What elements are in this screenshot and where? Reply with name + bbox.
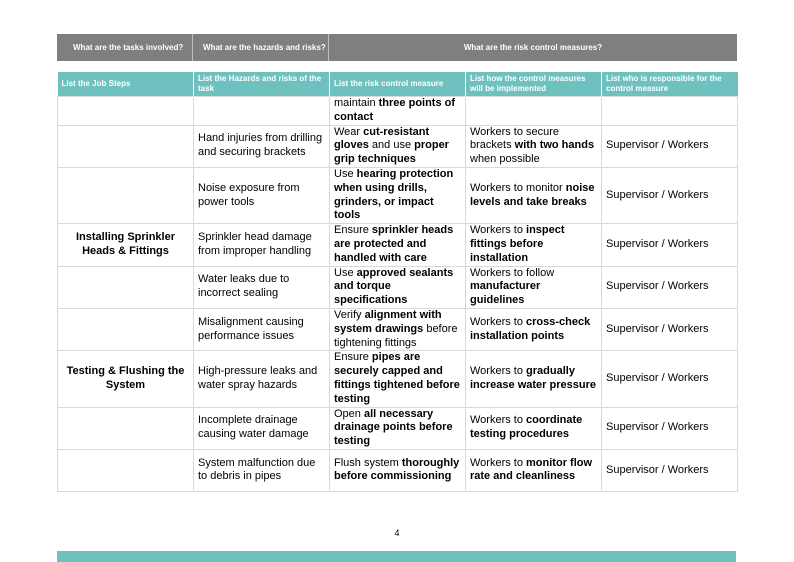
responsible-cell [602, 97, 738, 126]
implementation-cell [466, 125, 602, 167]
column-header-row [58, 72, 738, 97]
hazard-cell: Misalignment causing performance issues [194, 308, 330, 350]
implementation-cell [466, 308, 602, 350]
hazard-cell: High-pressure leaks and water spray hazards [194, 351, 330, 407]
job-step-cell [58, 407, 194, 449]
job-step-cell [58, 125, 194, 167]
job-step-cell [58, 167, 194, 223]
text: before tightening fittings [334, 322, 458, 349]
job-step-cell [58, 97, 194, 126]
col-implementation: List how the control measures will be implemented [466, 72, 602, 97]
job-step-cell: Testing & Flushing the System [58, 351, 194, 407]
bold-text: three points of contact [334, 97, 456, 123]
text: Open [334, 407, 364, 420]
hazard-cell: Noise exposure from power tools [194, 167, 330, 223]
footer-bar [57, 551, 736, 562]
bold-text: approved sealants and torque specifications [334, 266, 454, 307]
text: and use [368, 139, 415, 152]
bold-text: all necessary drainage points before testing [334, 407, 453, 448]
bold-text: coordinate testing procedures [470, 414, 583, 441]
bold-text: proper grip techniques [334, 139, 449, 166]
control-cell [330, 266, 466, 308]
controls-header: What are the risk control measures? [463, 43, 603, 52]
responsible-cell: Supervisor / Workers [602, 308, 738, 350]
text: Workers to follow [470, 266, 555, 279]
bold-text: alignment with system drawings [334, 308, 442, 335]
section-header-bar [57, 34, 737, 61]
responsible-cell: Supervisor / Workers [602, 266, 738, 308]
control-cell [330, 351, 466, 407]
responsible-cell: Supervisor / Workers [602, 351, 738, 407]
table-row [58, 167, 738, 223]
implementation-cell [466, 224, 602, 266]
hazard-cell [194, 97, 330, 126]
table-row [58, 407, 738, 449]
text: Workers to [470, 414, 527, 427]
bold-text: with two hands [514, 139, 595, 152]
responsible-cell: Supervisor / Workers [602, 449, 738, 491]
bold-text: monitor flow rate and cleanliness [470, 456, 593, 483]
table-row [58, 308, 738, 350]
control-cell [330, 308, 466, 350]
control-cell [330, 449, 466, 491]
col-control: List the risk control measure [330, 72, 466, 97]
hazard-cell: System malfunction due to debris in pipes [194, 449, 330, 491]
text: Ensure [334, 351, 372, 364]
text: Verify [334, 308, 365, 321]
control-cell [330, 407, 466, 449]
bold-text: gradually increase water pressure [470, 365, 596, 391]
responsible-cell: Supervisor / Workers [602, 125, 738, 167]
bold-text: sprinkler heads are protected and handled with care [334, 224, 454, 264]
bold-text: cut-resistant gloves [334, 125, 430, 152]
implementation-cell [466, 167, 602, 223]
control-cell [330, 97, 466, 126]
hazard-cell: Sprinkler head damage from improper handling [194, 224, 330, 266]
col-job-steps: List the Job Steps [58, 72, 194, 97]
control-cell [330, 167, 466, 223]
implementation-cell [466, 449, 602, 491]
page-number: 4 [394, 528, 400, 538]
bold-text: inspect fittings before installation [470, 224, 565, 264]
text: Workers to [470, 456, 527, 469]
text: when possible [470, 153, 540, 166]
table-row [58, 97, 738, 126]
job-step-cell: Installing Sprinkler Heads & Fittings [58, 224, 194, 266]
text: Flush system [334, 456, 402, 469]
text: Workers to [470, 224, 527, 237]
responsible-cell: Supervisor / Workers [602, 224, 738, 266]
table-row [58, 125, 738, 167]
hazard-cell: Incomplete drainage causing water damage [194, 407, 330, 449]
text: Workers to [470, 365, 527, 378]
bold-text: hearing protection when using drills, grinders, or impact tools [334, 167, 454, 222]
implementation-cell [466, 407, 602, 449]
implementation-cell [466, 266, 602, 308]
col-hazards: List the Hazards and risks of the task [194, 72, 330, 97]
bold-text: pipes are securely capped and fittings tightened before testing [334, 351, 460, 405]
hazard-cell: Hand injuries from drilling and securing brackets [194, 125, 330, 167]
implementation-cell [466, 97, 602, 126]
text: maintain [334, 97, 379, 109]
bold-text: manufacturer guidelines [470, 280, 541, 307]
responsible-cell: Supervisor / Workers [602, 167, 738, 223]
table-row [58, 224, 738, 266]
text: Workers to secure brackets [470, 125, 560, 152]
table-row [58, 449, 738, 491]
text: Ensure [334, 224, 372, 237]
col-responsible: List who is responsible for the control measure [602, 72, 738, 97]
text: Use [334, 266, 357, 279]
responsible-cell: Supervisor / Workers [602, 407, 738, 449]
text: Wear [334, 125, 364, 138]
bold-text: cross-check installation points [470, 315, 591, 342]
control-cell [330, 224, 466, 266]
hazards-header: What are the hazards and risks? [193, 34, 329, 61]
text: Workers to monitor [470, 181, 566, 194]
tasks-header: What are the tasks involved? [57, 34, 193, 61]
job-step-cell [58, 266, 194, 308]
table-row [58, 351, 738, 407]
table-row [58, 266, 738, 308]
job-step-cell [58, 308, 194, 350]
bold-text: thoroughly before commissioning [334, 456, 460, 483]
text: Use [334, 167, 357, 180]
job-step-cell [58, 449, 194, 491]
bold-text: noise levels and take breaks [470, 181, 595, 208]
control-cell [330, 125, 466, 167]
risk-assessment-table [57, 72, 738, 492]
implementation-cell [466, 351, 602, 407]
text: Workers to [470, 315, 527, 328]
hazard-cell: Water leaks due to incorrect sealing [194, 266, 330, 308]
